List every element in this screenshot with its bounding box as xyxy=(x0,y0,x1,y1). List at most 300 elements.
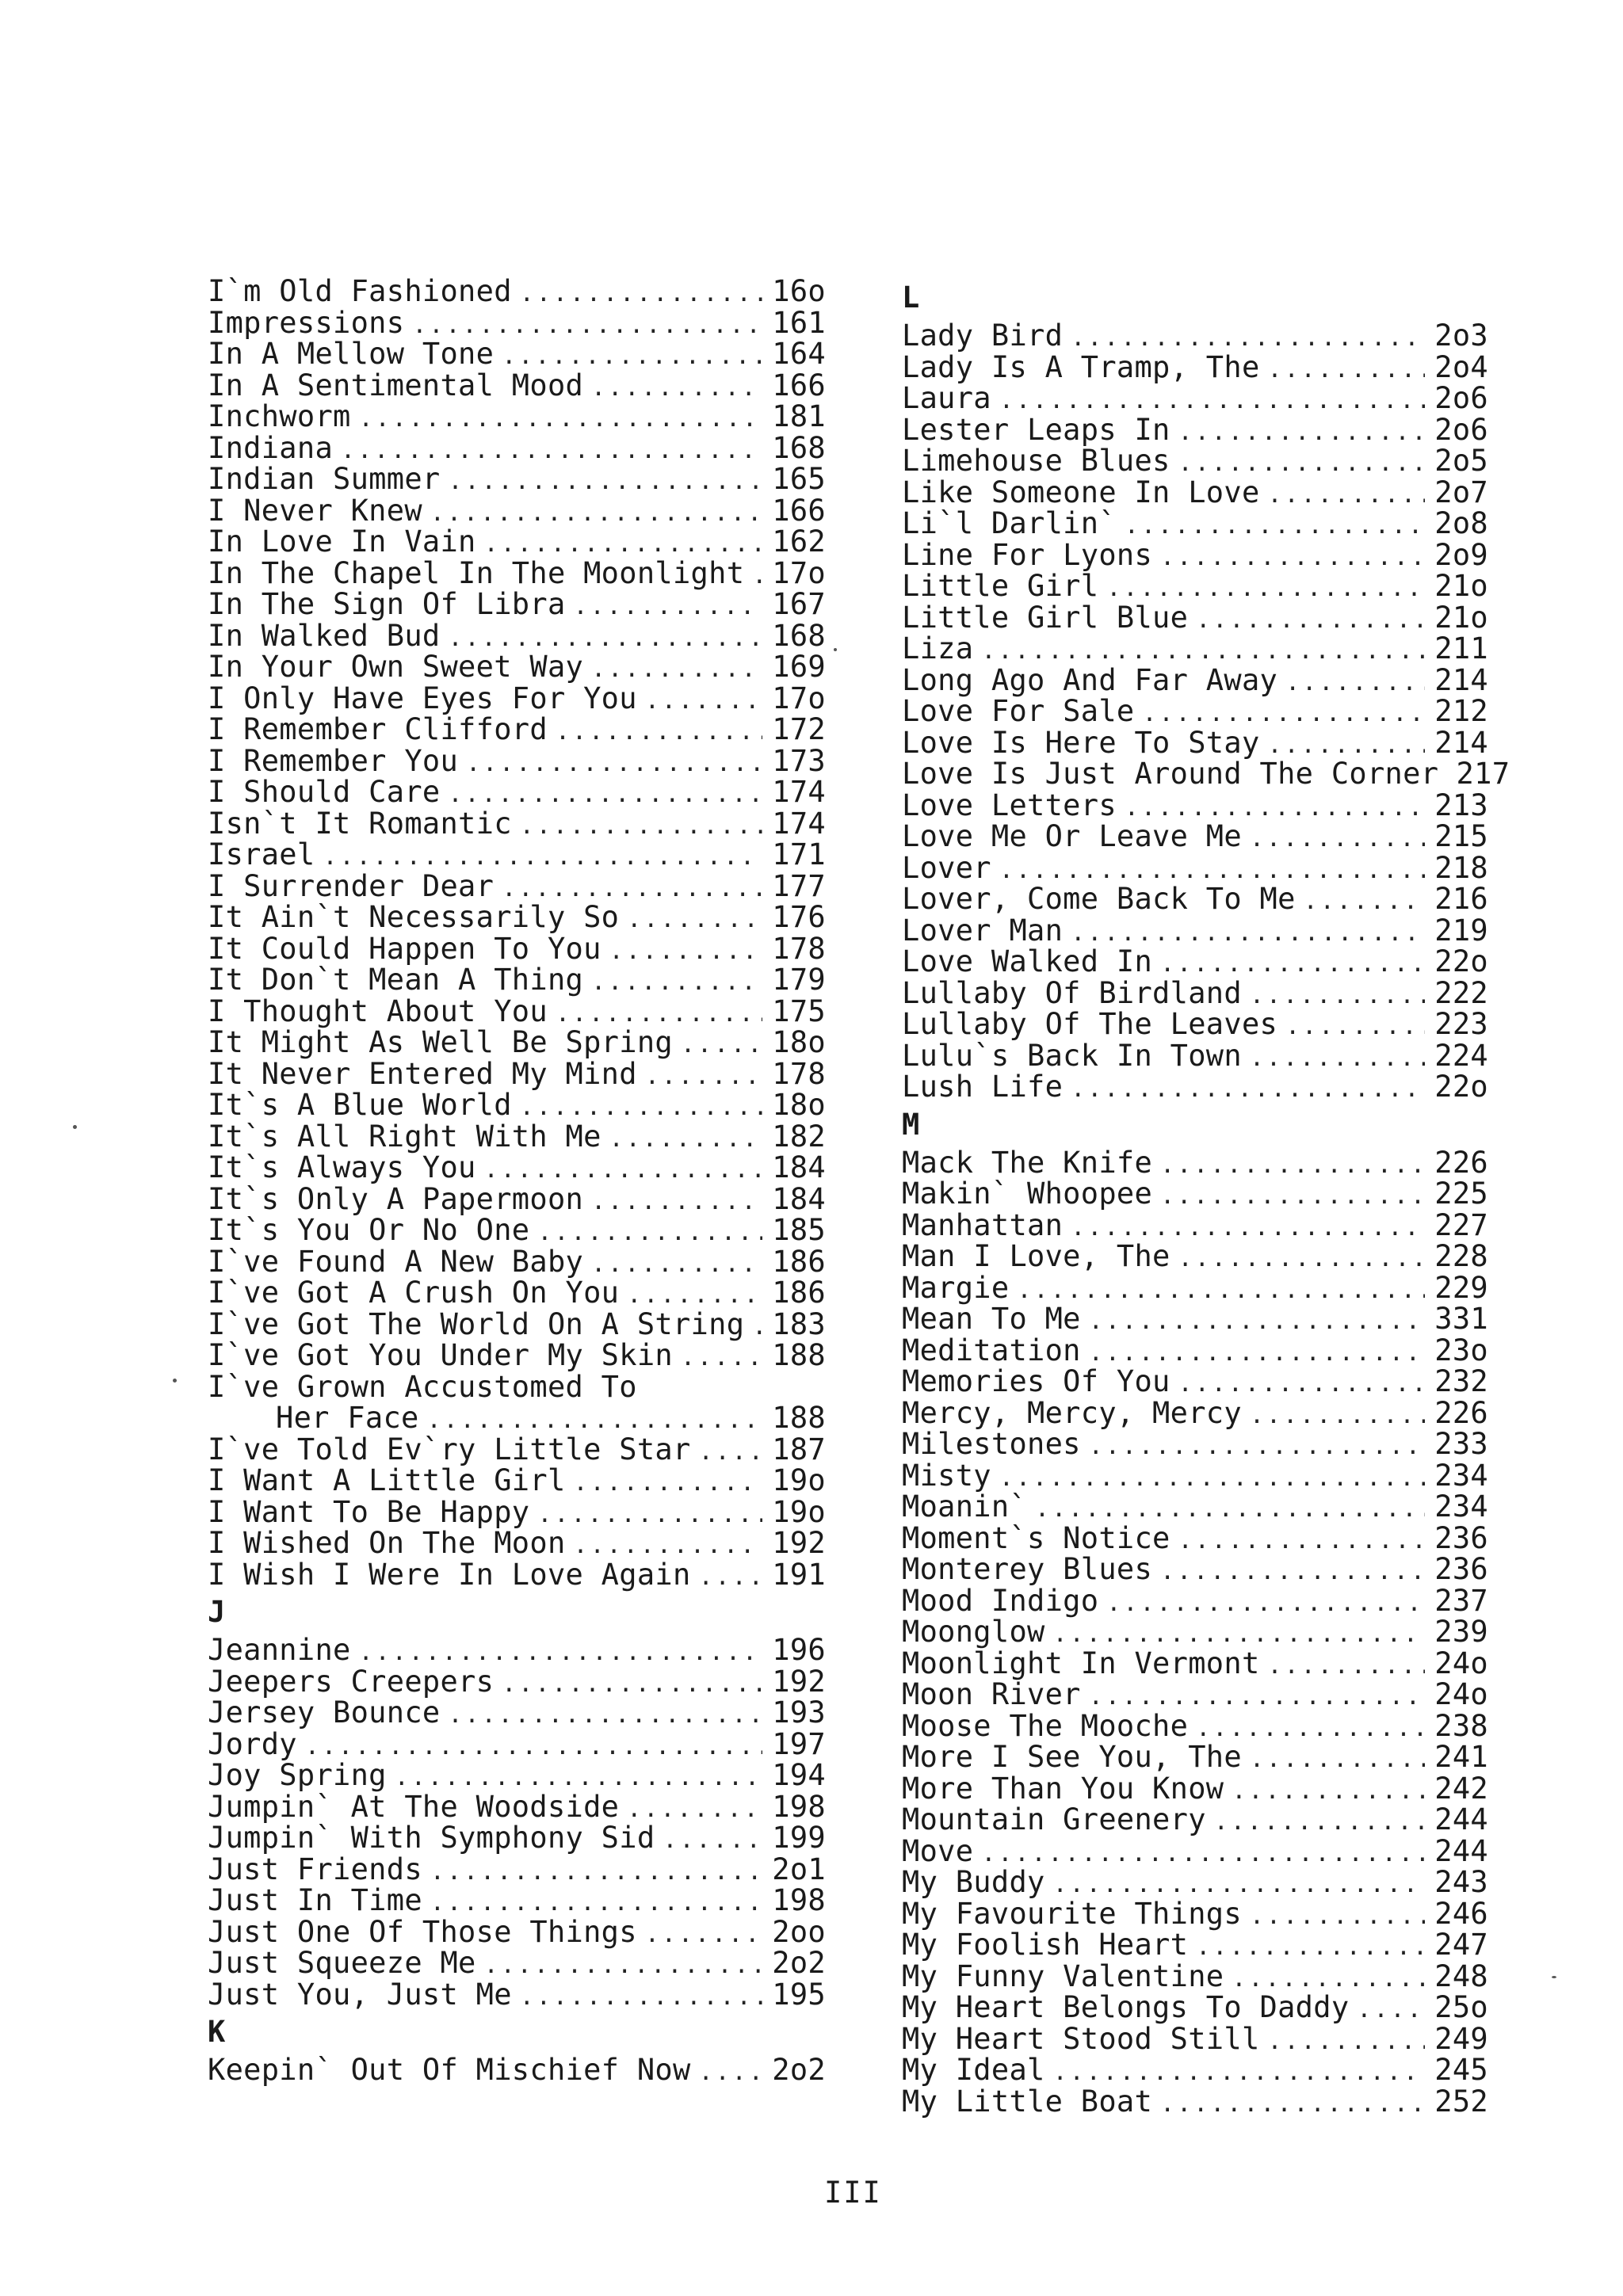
entry-title: Inchworm xyxy=(208,399,351,433)
index-entry xyxy=(902,1040,1488,1072)
entry-page-number: 216 xyxy=(1434,882,1488,916)
entry-page-number: 198 xyxy=(772,1789,826,1824)
index-entry xyxy=(902,1272,1488,1304)
dot-leader xyxy=(484,1154,762,1186)
scan-speck xyxy=(834,648,837,651)
dot-leader xyxy=(574,591,762,623)
entry-title: Liza xyxy=(902,631,974,666)
index-entry xyxy=(208,1559,826,1591)
dot-leader xyxy=(1250,1043,1425,1074)
index-entry xyxy=(208,1854,826,1886)
index-entry xyxy=(208,1058,826,1090)
entry-title: Lover Man xyxy=(902,913,1064,948)
entry-title: Just In Time xyxy=(208,1883,422,1917)
index-entry xyxy=(208,1527,826,1559)
index-entry xyxy=(902,662,1488,697)
entry-page-number: 183 xyxy=(772,1306,826,1341)
index-entry xyxy=(208,430,826,465)
entry-page-number: 172 xyxy=(772,712,826,746)
dot-leader xyxy=(1089,1431,1425,1463)
entry-page-number: 178 xyxy=(772,1056,826,1091)
dot-leader xyxy=(663,1825,762,1856)
index-entry xyxy=(208,1697,826,1729)
index-entry xyxy=(902,1741,1488,1773)
entry-page-number: 166 xyxy=(772,368,826,402)
index-entry xyxy=(208,1914,826,1949)
index-entry xyxy=(208,555,826,590)
index-entry xyxy=(208,1666,826,1698)
index-entry xyxy=(208,307,826,339)
entry-page-number: 179 xyxy=(772,963,826,997)
dot-leader xyxy=(520,810,762,842)
entry-page-number: 2o4 xyxy=(1434,349,1488,384)
dot-leader xyxy=(627,1280,762,1311)
entry-title: Just You, Just Me xyxy=(208,1977,512,2012)
dot-leader xyxy=(1285,1011,1425,1043)
dot-leader xyxy=(699,1562,762,1593)
entry-title: In Walked Bud xyxy=(208,618,441,653)
entry-page-number: 165 xyxy=(772,462,826,496)
entry-page-number: 233 xyxy=(1434,1427,1488,1461)
entry-page-number: 223 xyxy=(1434,1007,1488,1041)
entry-title: Jumpin` At The Woodside xyxy=(208,1789,620,1824)
index-entry xyxy=(902,1958,1488,1993)
entry-page-number: 2o8 xyxy=(1434,506,1488,540)
entry-page-number: 2o6 xyxy=(1434,381,1488,415)
index-entry xyxy=(902,883,1488,915)
entry-title: In A Sentimental Mood xyxy=(208,368,584,402)
entry-title: Lady Bird xyxy=(902,318,1064,353)
entry-title: Line For Lyons xyxy=(902,537,1153,572)
index-entry xyxy=(208,1634,826,1666)
index-entry xyxy=(902,1833,1488,1868)
dot-leader xyxy=(752,560,762,592)
entry-title: I`ve Told Ev`ry Little Star xyxy=(208,1432,691,1466)
entry-page-number: 218 xyxy=(1434,850,1488,885)
entry-title: Moanin` xyxy=(902,1489,1028,1524)
index-entry xyxy=(902,757,1510,791)
index-entry xyxy=(208,338,826,370)
entry-title: I`m Old Fashioned xyxy=(208,274,512,308)
dot-leader xyxy=(1250,1400,1425,1432)
scan-speck xyxy=(73,1125,77,1129)
index-entry xyxy=(208,868,826,903)
entry-page-number: 2o1 xyxy=(772,1852,826,1886)
scan-speck xyxy=(1552,1976,1556,1978)
entry-page-number: 226 xyxy=(1434,1395,1488,1430)
dot-leader xyxy=(502,341,762,372)
index-entry xyxy=(208,1121,826,1153)
entry-title: It`s Only A Papermoon xyxy=(208,1181,584,1216)
dot-leader xyxy=(1071,1074,1425,1105)
index-entry xyxy=(902,633,1488,665)
entry-title: It Ain`t Necessarily So xyxy=(208,900,620,934)
entry-page-number: 196 xyxy=(772,1633,826,1667)
entry-page-number: 21o xyxy=(1434,600,1488,635)
entry-page-number: 194 xyxy=(772,1758,826,1792)
entry-title: In Love In Vain xyxy=(208,524,476,559)
entry-page-number: 23o xyxy=(1434,1333,1488,1367)
entry-page-number: 169 xyxy=(772,650,826,684)
index-entry xyxy=(208,1215,826,1246)
entry-page-number: 17o xyxy=(772,681,826,715)
dot-leader xyxy=(1250,1901,1425,1932)
entry-page-number: 24o xyxy=(1434,1646,1488,1680)
dot-leader xyxy=(1178,448,1425,479)
entry-title: I Wished On The Moon xyxy=(208,1526,566,1560)
entry-title: I Only Have Eyes For You xyxy=(208,681,637,715)
dot-leader xyxy=(1053,1869,1425,1901)
entry-title: Moonlight In Vermont xyxy=(902,1646,1260,1680)
entry-page-number: 238 xyxy=(1434,1708,1488,1743)
entry-page-number: 25o xyxy=(1434,1990,1488,2024)
index-entry xyxy=(208,620,826,652)
dot-leader xyxy=(556,716,762,748)
entry-page-number: 217 xyxy=(1456,757,1510,791)
dot-leader xyxy=(430,1856,762,1888)
section-letter-k: K xyxy=(208,2015,226,2049)
index-entry xyxy=(902,2023,1488,2055)
dot-leader xyxy=(502,1669,762,1700)
index-entry xyxy=(208,589,826,620)
dot-leader xyxy=(1106,1588,1425,1619)
index-entry xyxy=(902,1335,1488,1367)
entry-title: Lover xyxy=(902,850,991,885)
dot-leader xyxy=(449,1699,763,1731)
dot-leader xyxy=(591,1186,762,1218)
dot-leader xyxy=(359,403,762,435)
dot-leader xyxy=(645,1061,762,1093)
entry-title: Mercy, Mercy, Mercy xyxy=(902,1395,1242,1430)
entry-page-number: 184 xyxy=(772,1150,826,1184)
index-entry xyxy=(208,839,826,871)
entry-page-number: 212 xyxy=(1434,694,1488,728)
index-entry xyxy=(208,776,826,808)
index-entry xyxy=(208,1152,826,1184)
dot-leader xyxy=(1196,605,1425,636)
dot-leader xyxy=(520,278,762,310)
dot-leader xyxy=(1357,1994,1425,2026)
entry-title: My Heart Stood Still xyxy=(902,2021,1260,2056)
entry-title: Milestones xyxy=(902,1427,1081,1461)
dot-leader xyxy=(699,2057,762,2088)
index-entry xyxy=(208,1494,826,1529)
entry-page-number: 211 xyxy=(1434,631,1488,666)
index-entry xyxy=(902,383,1488,414)
index-group-j xyxy=(208,1634,826,2010)
index-entry xyxy=(902,1679,1488,1711)
index-entry xyxy=(902,1395,1488,1430)
entry-page-number: 244 xyxy=(1434,1802,1488,1836)
dot-leader xyxy=(1178,1368,1425,1400)
dot-leader xyxy=(430,1887,762,1919)
entry-title: Moon River xyxy=(902,1677,1081,1711)
index-entry xyxy=(208,683,826,715)
dot-leader xyxy=(1178,417,1425,448)
page-number: III xyxy=(824,2176,882,2210)
entry-page-number: 2o9 xyxy=(1434,537,1488,572)
entry-title: I`ve Grown Accustomed To xyxy=(208,1369,637,1404)
entry-page-number: 174 xyxy=(772,806,826,841)
index-entry xyxy=(208,1340,826,1371)
entry-title: Meditation xyxy=(902,1333,1081,1367)
index-entry xyxy=(902,2086,1488,2118)
entry-title: I`ve Found A New Baby xyxy=(208,1244,584,1279)
index-entry xyxy=(902,508,1488,540)
index-entry xyxy=(902,727,1488,759)
entry-page-number: 219 xyxy=(1434,913,1488,948)
index-entry xyxy=(902,1554,1488,1585)
entry-title: Just Squeeze Me xyxy=(208,1946,476,1980)
dot-leader xyxy=(395,1762,762,1794)
entry-page-number: 243 xyxy=(1434,1865,1488,1899)
entry-page-number: 171 xyxy=(772,837,826,871)
dot-leader xyxy=(645,1919,762,1951)
index-entry xyxy=(208,1371,826,1403)
index-entry xyxy=(208,1791,826,1823)
index-entry xyxy=(902,1804,1488,1836)
entry-title: Lady Is A Tramp, The xyxy=(902,349,1260,384)
index-entry xyxy=(902,1009,1488,1040)
entry-title: I Never Knew xyxy=(208,493,422,528)
dot-leader xyxy=(574,1467,762,1499)
entry-page-number: 224 xyxy=(1434,1038,1488,1073)
dot-leader xyxy=(1268,479,1425,511)
entry-page-number: 182 xyxy=(772,1119,826,1154)
entry-title: Lester Leaps In xyxy=(902,412,1170,447)
index-entry xyxy=(208,1434,826,1466)
dot-leader xyxy=(1035,1493,1425,1525)
dot-leader xyxy=(1160,1150,1425,1181)
scan-speck xyxy=(173,1379,177,1383)
index-entry xyxy=(902,414,1488,446)
entry-title: Jersey Bounce xyxy=(208,1695,441,1730)
dot-leader xyxy=(1268,354,1425,386)
dot-leader xyxy=(681,1342,762,1374)
entry-page-number: 173 xyxy=(772,743,826,778)
index-entry xyxy=(208,495,826,527)
entry-page-number: 214 xyxy=(1434,725,1488,760)
entry-page-number: 227 xyxy=(1434,1207,1488,1242)
entry-title: Lush Life xyxy=(902,1070,1064,1104)
entry-page-number: 236 xyxy=(1434,1520,1488,1555)
entry-page-number: 187 xyxy=(772,1432,826,1466)
index-entry xyxy=(208,1402,826,1434)
index-group-l xyxy=(902,318,1510,1104)
entry-page-number: 24o xyxy=(1434,1677,1488,1711)
entry-title: Israel xyxy=(208,837,315,871)
entry-page-number: 213 xyxy=(1434,788,1488,822)
entry-title: Little Girl Blue xyxy=(902,600,1189,635)
index-entry xyxy=(902,696,1488,727)
index-entry xyxy=(208,401,826,433)
entry-page-number: 192 xyxy=(772,1526,826,1560)
entry-title: Moonglow xyxy=(902,1615,1045,1649)
index-entry xyxy=(902,1616,1488,1648)
index-group-i xyxy=(208,276,826,1590)
dot-leader xyxy=(1304,886,1425,917)
entry-title: Joy Spring xyxy=(208,1758,387,1792)
entry-page-number: 18o xyxy=(772,1088,826,1122)
entry-title: It Don`t Mean A Thing xyxy=(208,963,584,997)
dot-leader xyxy=(1214,1806,1425,1838)
index-entry xyxy=(208,964,826,996)
entry-title: Isn`t It Romantic xyxy=(208,806,512,841)
dot-leader xyxy=(1250,1744,1425,1775)
entry-page-number: 175 xyxy=(772,994,826,1028)
entry-page-number: 177 xyxy=(772,868,826,903)
dot-leader xyxy=(1160,1180,1425,1212)
dot-leader xyxy=(627,904,762,936)
entry-page-number: 178 xyxy=(772,931,826,966)
entry-page-number: 244 xyxy=(1434,1833,1488,1868)
index-entry xyxy=(208,651,826,683)
dot-leader xyxy=(609,936,762,967)
dot-leader xyxy=(466,748,762,780)
entry-page-number: 2o3 xyxy=(1434,318,1488,353)
dot-leader xyxy=(999,385,1425,417)
dot-leader xyxy=(1178,1525,1425,1557)
index-entry xyxy=(902,2054,1488,2086)
index-entry xyxy=(208,463,826,495)
entry-page-number: 168 xyxy=(772,618,826,653)
entry-title: It`s A Blue World xyxy=(208,1088,512,1122)
entry-page-number: 186 xyxy=(772,1276,826,1310)
dot-leader xyxy=(981,635,1425,667)
entry-title: Mean To Me xyxy=(902,1302,1081,1336)
entry-title: I Surrender Dear xyxy=(208,868,495,903)
entry-title: Impressions xyxy=(208,305,405,340)
index-entry xyxy=(902,1898,1488,1930)
dot-leader xyxy=(681,1029,762,1061)
dot-leader xyxy=(645,685,762,717)
dot-leader xyxy=(1268,1650,1425,1682)
dot-leader xyxy=(1196,1932,1425,1963)
entry-title: Just Friends xyxy=(208,1852,422,1886)
entry-title: My Foolish Heart xyxy=(902,1928,1189,1962)
dot-leader xyxy=(323,841,762,873)
entry-title: I Thought About You xyxy=(208,994,548,1028)
entry-title: In The Sign Of Libra xyxy=(208,587,566,621)
index-entry xyxy=(208,370,826,402)
dot-leader xyxy=(1160,948,1425,980)
entry-page-number: 249 xyxy=(1434,2021,1488,2056)
index-entry xyxy=(902,975,1488,1010)
entry-page-number: 16o xyxy=(772,274,826,308)
entry-title: Lover, Come Back To Me xyxy=(902,882,1296,916)
entry-title: Memories Of You xyxy=(902,1364,1170,1398)
index-entry xyxy=(902,1520,1488,1555)
entry-page-number: 331 xyxy=(1434,1302,1488,1336)
entry-page-number: 2o5 xyxy=(1434,444,1488,478)
entry-title: I`ve Got The World On A String xyxy=(208,1306,745,1341)
entry-page-number: 237 xyxy=(1434,1583,1488,1618)
dot-leader xyxy=(1232,1775,1425,1807)
dot-leader xyxy=(1125,510,1425,542)
entry-page-number: 19o xyxy=(772,1463,826,1497)
dot-leader xyxy=(359,1637,762,1669)
left-column xyxy=(208,276,826,2086)
entry-page-number: 191 xyxy=(772,1557,826,1592)
entry-title: More I See You, The xyxy=(902,1740,1242,1774)
index-entry xyxy=(208,1181,826,1216)
index-entry xyxy=(208,1027,826,1058)
entry-page-number: 226 xyxy=(1434,1145,1488,1180)
entry-page-number: 2oo xyxy=(772,1914,826,1949)
entry-page-number: 161 xyxy=(772,305,826,340)
entry-page-number: 252 xyxy=(1434,2084,1488,2119)
dot-leader xyxy=(449,466,763,498)
index-entry xyxy=(208,1465,826,1497)
entry-page-number: 181 xyxy=(772,399,826,433)
entry-title: Man I Love, The xyxy=(902,1239,1170,1273)
dot-leader xyxy=(1250,823,1425,855)
entry-page-number: 232 xyxy=(1434,1364,1488,1398)
entry-page-number: 188 xyxy=(772,1401,826,1435)
entry-page-number: 166 xyxy=(772,493,826,528)
entry-title: In A Mellow Tone xyxy=(208,337,495,371)
entry-page-number: 229 xyxy=(1434,1270,1488,1305)
entry-title: Her Face xyxy=(276,1401,419,1435)
entry-page-number: 198 xyxy=(772,1883,826,1917)
entry-page-number: 236 xyxy=(1434,1552,1488,1586)
entry-title: I`ve Got A Crush On You xyxy=(208,1276,620,1310)
entry-title: Monterey Blues xyxy=(902,1552,1153,1586)
entry-title: Love Me Or Leave Me xyxy=(902,819,1242,853)
entry-page-number: 19o xyxy=(772,1494,826,1529)
entry-page-number: 185 xyxy=(772,1213,826,1247)
index-entry xyxy=(208,1306,826,1341)
entry-page-number: 242 xyxy=(1434,1771,1488,1806)
section-letter-j: J xyxy=(208,1595,226,1629)
entry-title: Love For Sale xyxy=(902,694,1135,728)
index-entry xyxy=(208,1089,826,1121)
entry-title: Jordy xyxy=(208,1726,297,1761)
index-entry xyxy=(208,1885,826,1917)
index-group-k xyxy=(208,2054,826,2086)
entry-title: It`s You Or No One xyxy=(208,1213,530,1247)
entry-page-number: 2o2 xyxy=(772,1946,826,1980)
dot-leader xyxy=(1089,1681,1425,1713)
entry-title: Move xyxy=(902,1833,974,1868)
entry-title: Laura xyxy=(902,381,991,415)
entry-page-number: 215 xyxy=(1434,819,1488,853)
entry-title: Limehouse Blues xyxy=(902,444,1170,478)
dot-leader xyxy=(1178,1243,1425,1275)
entry-page-number: 168 xyxy=(772,430,826,465)
index-entry xyxy=(902,1708,1488,1743)
entry-page-number: 234 xyxy=(1434,1458,1488,1493)
entry-title: My Heart Belongs To Daddy xyxy=(902,1990,1350,2024)
entry-title: Love Letters xyxy=(902,788,1117,822)
entry-title: Indian Summer xyxy=(208,462,441,496)
index-entry xyxy=(902,1428,1488,1460)
entry-title: Just One Of Those Things xyxy=(208,1914,637,1949)
index-entry xyxy=(902,1207,1488,1242)
entry-page-number: 21o xyxy=(1434,569,1488,603)
entry-page-number: 234 xyxy=(1434,1489,1488,1524)
dot-leader xyxy=(591,654,762,685)
index-entry xyxy=(208,276,826,307)
entry-title: My Favourite Things xyxy=(902,1896,1242,1931)
entry-title: Long Ago And Far Away xyxy=(902,662,1278,697)
index-entry xyxy=(208,1979,826,2011)
index-entry xyxy=(902,1147,1488,1179)
entry-page-number: 18o xyxy=(772,1025,826,1059)
entry-page-number: 174 xyxy=(772,775,826,809)
entry-page-number: 22o xyxy=(1434,1070,1488,1104)
index-entry xyxy=(208,933,826,965)
